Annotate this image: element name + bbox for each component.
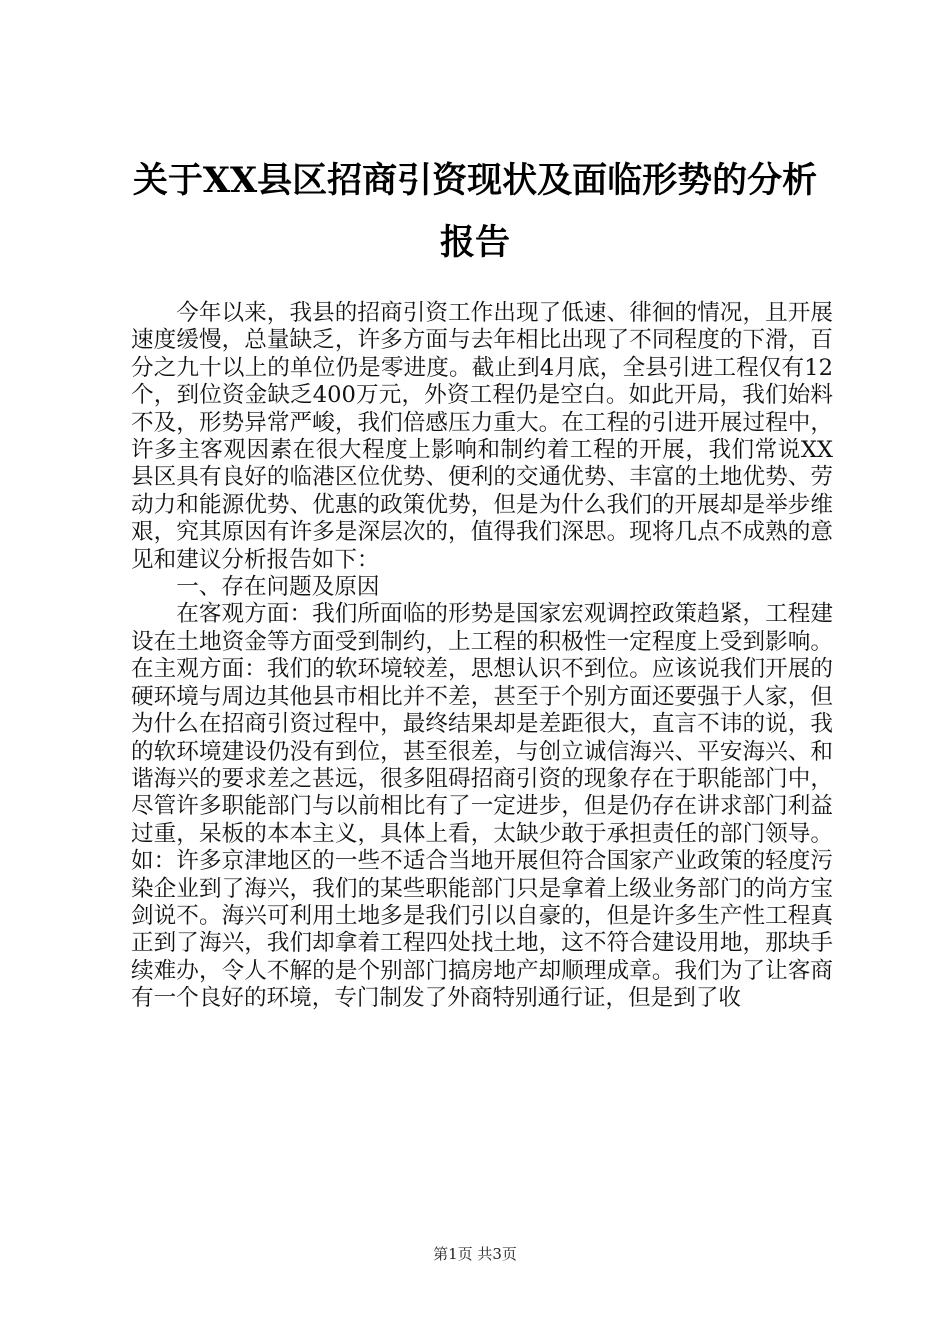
analysis-paragraph: 在客观方面：我们所面临的形势是国家宏观调控政策趋紧，工程建设在土地资金等方面受到制约，上工程的积极性一定程度上受到影响。在主观方面：我们的软环境较差，思想认识不到位。应该说我们开展的硬环境与周边其他县市相比并不差，甚至于个别方面还要强于人家，但为什么在招商引资过程中，最终结果却是差距很大，直言不讳的说，我的软环境建设仍没有到位，甚至很差，与创立诚信海兴、平安海兴、和谐海兴的要求差之甚远，很多阻碍招商引资的现象存在于职能部门中，尽管许多职能部门与以前相比有了一定进步，但是仍存在讲求部门利益过重，呆板的本本主义，具体上看，太缺少敢于承担责任的部门领导。如：许多京津地区的一些不适合当地开展但符合国家产业政策的轻度污染企业到了海兴，我们的某些职能部门只是拿着上级业务部门的尚方宝剑说不。海兴可利用土地多是我们引以自豪的，但是许多生产性工程真正到了海兴，我们却拿着工程四处找土地，这不符合建设用地，那块手续难办，令人不解的是个别部门搞房地产却顺理成章。我们为了让客商有一个良好的环境，专门制发了外商特别通行证，但是到了收 bbox=[131, 601, 833, 1012]
section-heading: 一、存在问题及原因 bbox=[176, 574, 380, 601]
document-body bbox=[131, 300, 833, 1013]
document-title: 关于XX县区招商引资现状及面临形势的分析报告 bbox=[132, 160, 818, 263]
page-footer: 第1页 共3页 bbox=[433, 1245, 517, 1263]
intro-paragraph: 今年以来，我县的招商引资工作出现了低速、徘徊的情况，且开展速度缓慢，总量缺乏，许多方面与去年相比出现了不同程度的下滑，百分之九十以上的单位仍是零进度。截止到4月底，全县引进工程仅有12个，到位资金缺乏400万元，外资工程仍是空白。如此开局，我们始料不及，形势异常严峻，我们倍感压力重大。在工程的引进开展过程中，许多主客观因素在很大程度上影响和制约着工程的开展，我们常说XX县区具有良好的临港区位优势、便利的交通优势、丰富的土地优势、劳动力和能源优势、优惠的政策优势，但是为什么我们的开展却是举步维艰，究其原因有许多是深层次的，值得我们深思。现将几点不成熟的意见和建议分析报告如下： bbox=[131, 300, 833, 573]
